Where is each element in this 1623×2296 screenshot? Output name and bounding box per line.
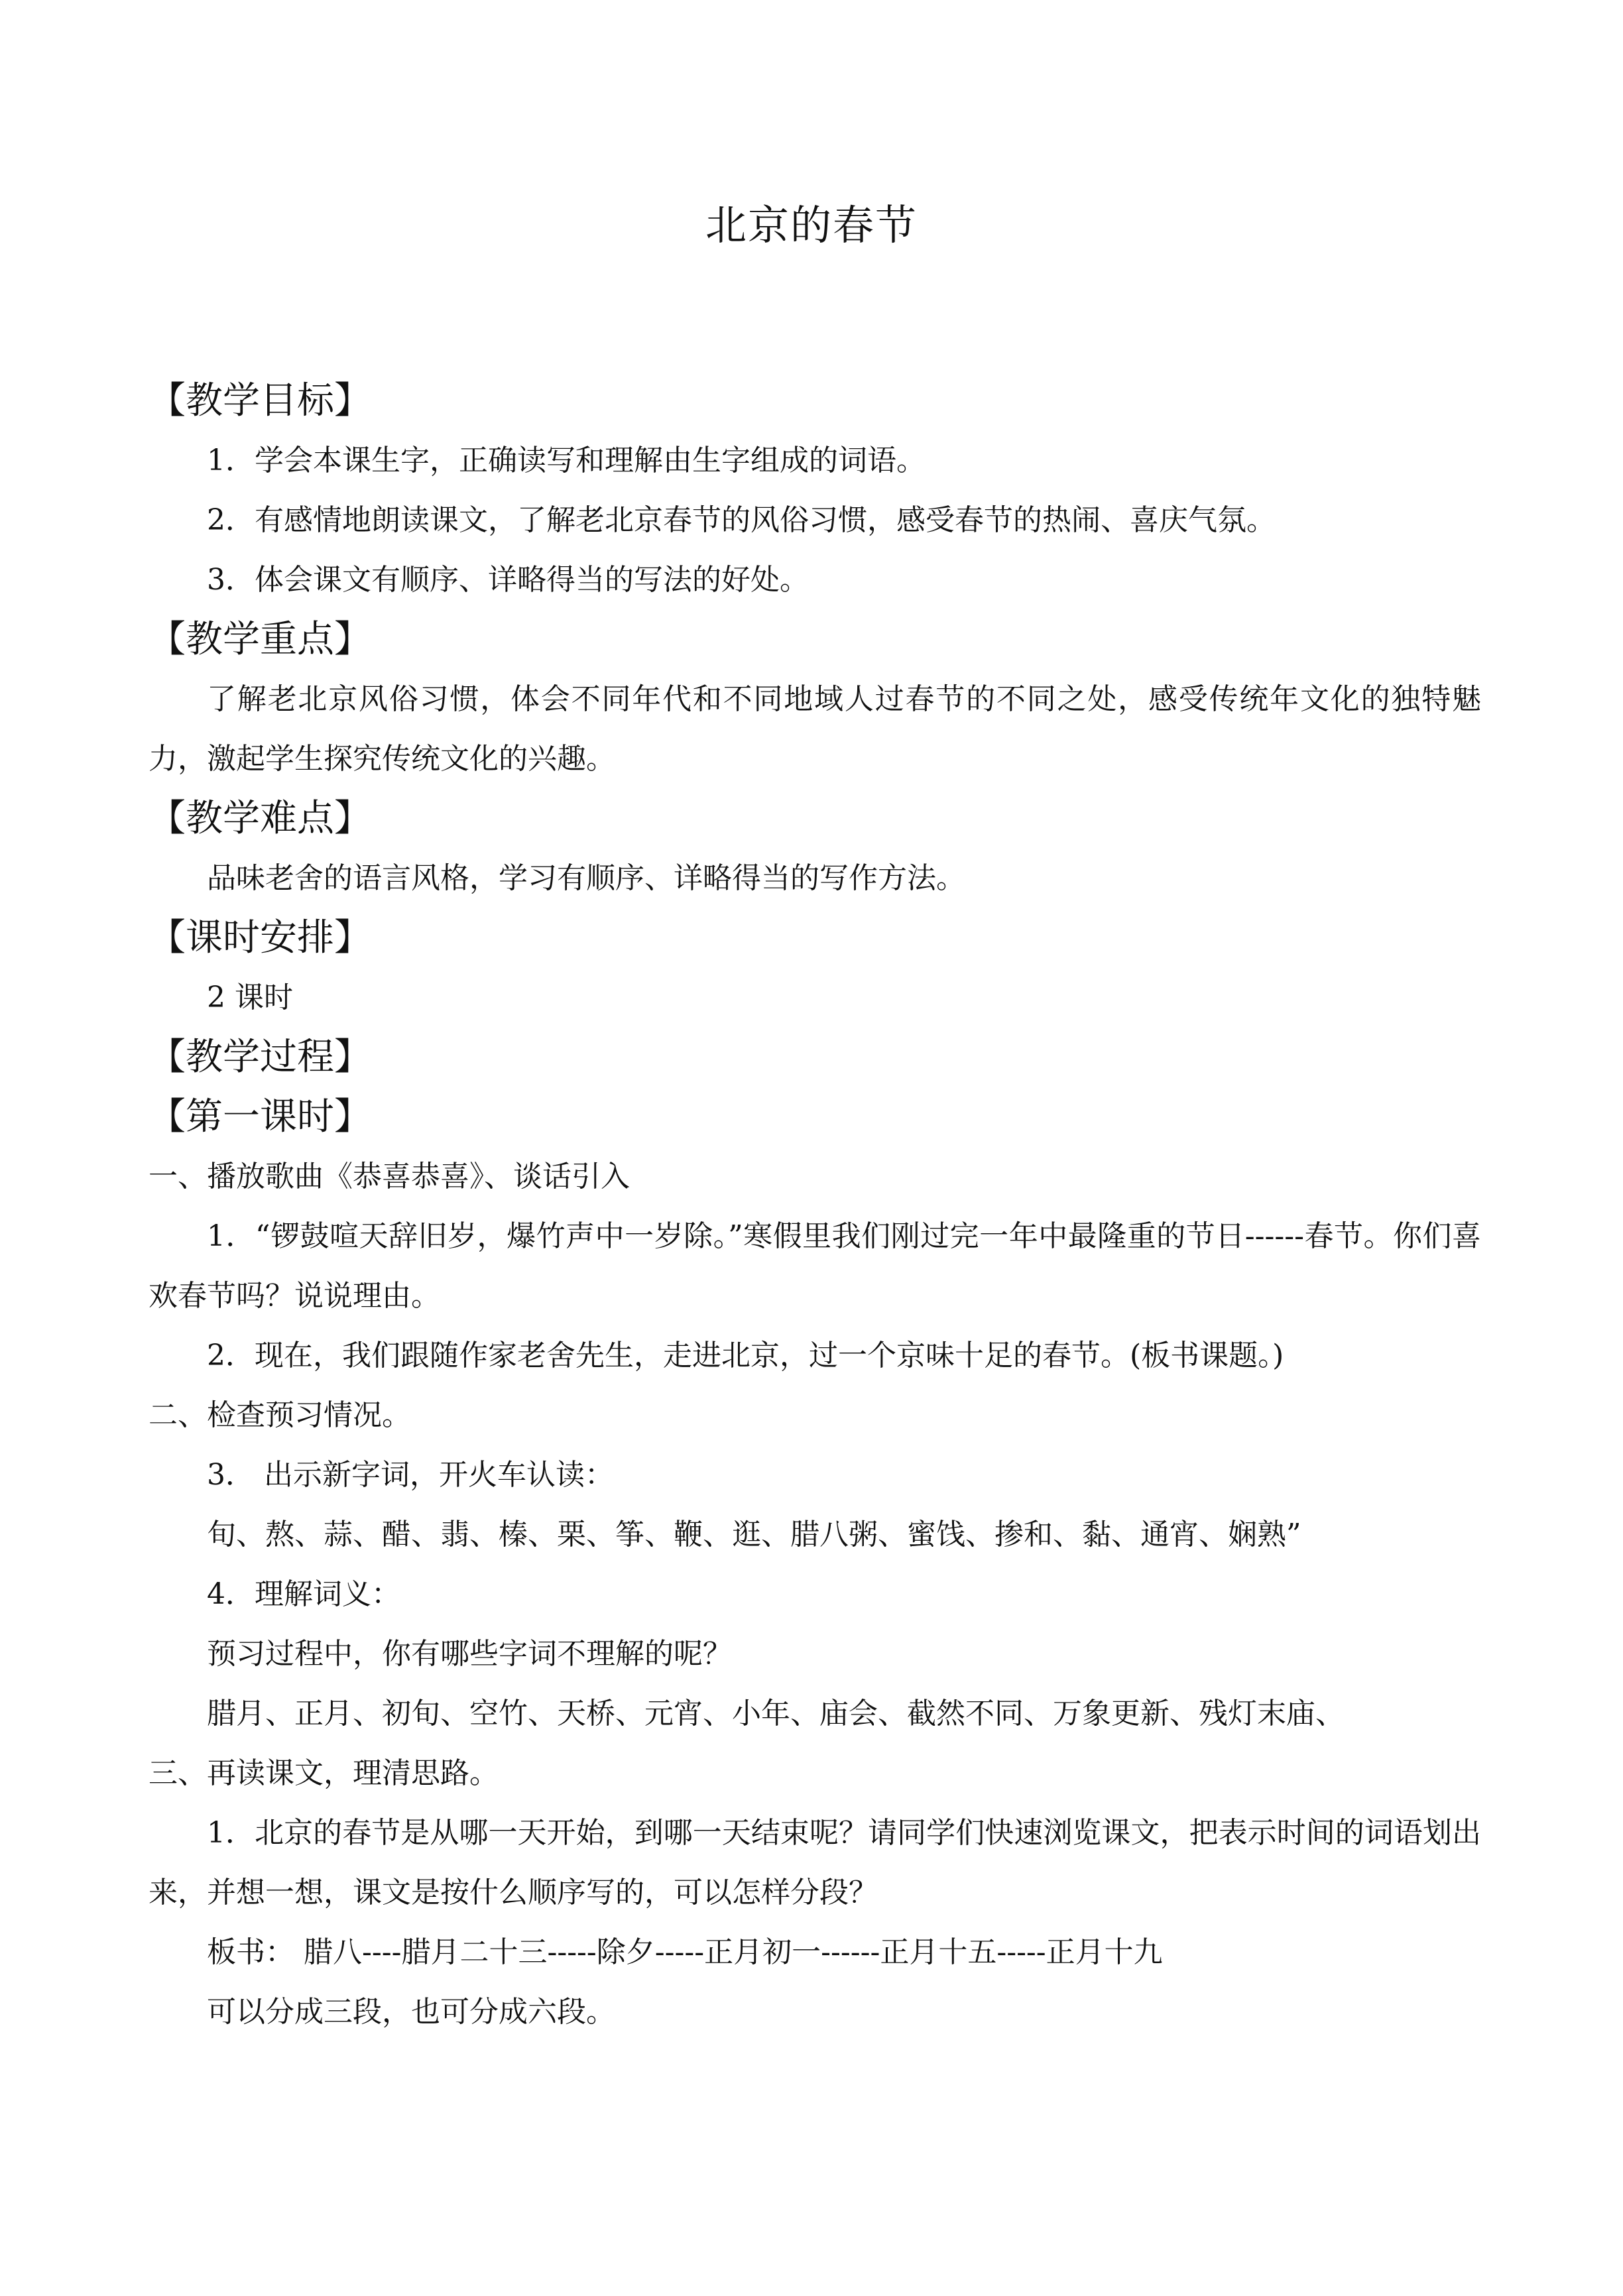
part3-item1: 1．北京的春节是从哪一天开始，到哪一天结束呢？请同学们快速浏览课文，把表示时间的词语划出来，并想一想，课文是按什么顺序写的，可以怎样分段？: [149, 1816, 1481, 1909]
part1-title: 一、播放歌曲《恭喜恭喜》、谈话引入: [149, 1160, 630, 1193]
goal-item-1: 1．学会本课生字，正确读写和理解由生字组成的词语。: [207, 444, 926, 477]
key-points-text: 了解老北京风俗习惯，体会不同年代和不同地域人过春节的不同之处，感受传统年文化的独特魅力，激起学生探究传统文化的兴趣。: [149, 682, 1481, 776]
part2-terms: 腊月、正月、初旬、空竹、天桥、元宵、小年、庙会、截然不同、万象更新、残灯末庙、: [207, 1697, 1345, 1730]
goals-heading: 【教学目标】: [149, 379, 371, 422]
document-title: 北京的春节: [705, 201, 918, 249]
part2-item4: 4．理解词义：: [207, 1577, 400, 1611]
part2-title: 二、检查预习情况。: [149, 1398, 411, 1432]
schedule-heading: 【课时安排】: [149, 916, 371, 959]
difficulty-text: 品味老舍的语言风格，学习有顺序、详略得当的写作方法。: [207, 861, 965, 895]
document-body: [149, 371, 1481, 2042]
goal-item-3: 3．体会课文有顺序、详略得当的写法的好处。: [207, 563, 809, 597]
part2-words: 旬、熬、蒜、醋、翡、榛、栗、筝、鞭、逛、腊八粥、蜜饯、掺和、黏、通宵、娴熟”: [207, 1518, 1301, 1551]
lesson1-heading: 【第一课时】: [149, 1095, 371, 1138]
part3-division: 可以分成三段，也可分成六段。: [207, 1995, 615, 2029]
part1-item2: 2．现在，我们跟随作家老舍先生，走进北京，过一个京味十足的春节。(板书课题。): [207, 1339, 1284, 1372]
goal-item-2: 2．有感情地朗读课文，了解老北京春节的风俗习惯，感受春节的热闹、喜庆气氛。: [207, 503, 1276, 537]
part2-item3: 3． 出示新字词，开火车认读：: [207, 1458, 614, 1492]
part3-title: 三、再读课文，理清思路。: [149, 1756, 499, 1790]
process-heading: 【教学过程】: [149, 1036, 371, 1079]
part1-item1: 1．“锣鼓喧天辞旧岁，爆竹声中一岁除。”寒假里我们刚过完一年中最隆重的节日------春节。你们喜欢春节吗？说说理由。: [149, 1219, 1481, 1313]
difficulty-heading: 【教学难点】: [149, 797, 371, 840]
schedule-text: 2 课时: [207, 981, 293, 1014]
key-points-heading: 【教学重点】: [149, 618, 371, 661]
part2-question: 预习过程中，你有哪些字词不理解的呢？: [207, 1637, 732, 1671]
part3-board: 板书： 腊八----腊月二十三-----除夕-----正月初一------正月十五-----正月十九: [207, 1935, 1163, 1969]
